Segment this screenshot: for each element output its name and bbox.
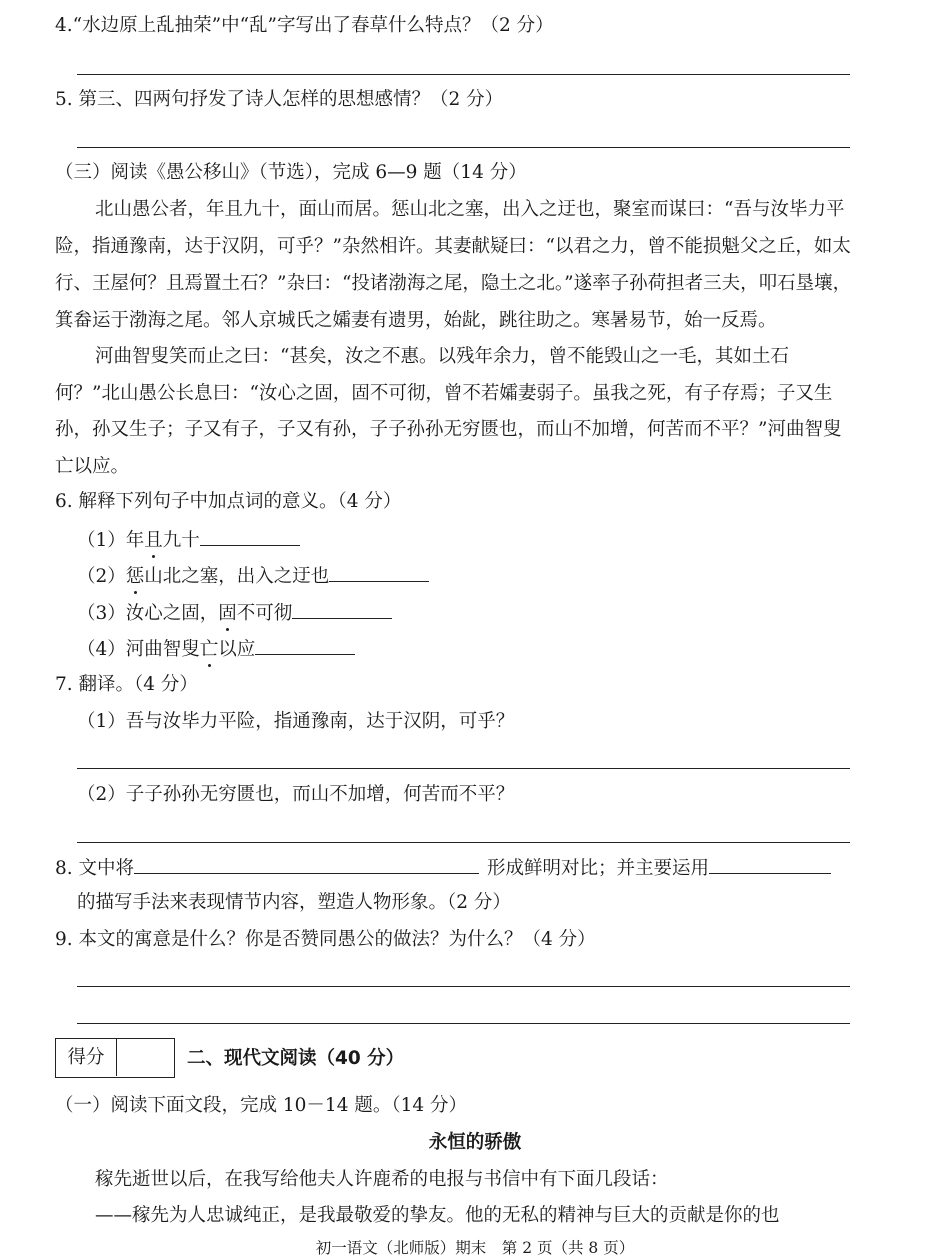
fill-blank[interactable]	[255, 636, 355, 655]
answer-line	[77, 986, 850, 987]
answer-line	[77, 768, 850, 769]
article-line: 稼先逝世以后，在我写给他夫人许鹿希的电报与书信中有下面几段话：	[95, 1169, 669, 1190]
passage-line: 孙，孙又生子；子又有子，子又有孙，子子孙孙无穷匮也，而山不加增，何苦而不平？”河曲智叟	[55, 419, 842, 440]
section-1-heading: （一）阅读下面文段，完成 10－14 题。（14 分）	[55, 1095, 468, 1116]
question-8: 8. 文中将 形成鲜明对比；并主要运用	[55, 855, 950, 881]
dotted-word: 固	[218, 603, 237, 624]
question-7-sentence: （1）吾与汝毕力平险，指通豫南，达于汉阴，可乎？	[77, 711, 515, 732]
section-3-heading: （三）阅读《愚公移山》（节选），完成 6—9 题（14 分）	[55, 162, 527, 183]
question-6: 6. 解释下列句子中加点词的意义。（4 分）	[55, 491, 402, 512]
passage-line: 北山愚公者，年且九十，面山而居。惩山北之塞，出入之迂也，聚室而谋曰：“吾与汝毕力平	[95, 199, 845, 220]
part-2-title: 二、现代文阅读（40 分）	[187, 1048, 405, 1069]
question-5: 5. 第三、四两句抒发了诗人怎样的思想感情？（2 分）	[55, 89, 504, 110]
fill-blank[interactable]	[329, 563, 429, 582]
passage-line: 亡以应。	[55, 456, 130, 477]
passage-line: 行、王屋何？且焉置土石？”杂曰：“投诸渤海之尾，隐土之北。”遂率子孙荷担者三夫，叩石垦壤，	[55, 273, 852, 294]
passage-line: 箕畚运于渤海之尾。邻人京城氏之孀妻有遗男，始龀，跳往助之。寒暑易节，始一反焉。	[55, 310, 777, 331]
page-footer: 初一语文（北师版）期末 第 2 页（共 8 页）	[315, 1239, 635, 1257]
question-6-item: （4）河曲智叟亡以应	[77, 636, 950, 662]
fill-blank[interactable]	[200, 527, 300, 546]
answer-line	[77, 1023, 850, 1024]
answer-line	[77, 74, 850, 75]
dotted-word: 亡	[199, 639, 219, 660]
question-8-continued: 的描写手法来表现情节内容，塑造人物形象。（2 分）	[77, 892, 511, 913]
fill-blank[interactable]	[134, 855, 479, 874]
article-title: 永恒的骄傲	[428, 1132, 522, 1153]
passage-line: 何？”北山愚公长息曰：“汝心之固，固不可彻，曾不若孀妻弱子。虽我之死，有子存焉；子又生	[55, 383, 833, 404]
dotted-word: 且	[144, 530, 163, 551]
question-6-item: （2）惩山北之塞，出入之迂也	[77, 563, 950, 589]
fill-blank[interactable]	[709, 855, 831, 874]
question-6-item: （3）汝心之固，固不可彻	[77, 600, 950, 626]
answer-line	[77, 842, 850, 843]
score-box	[55, 1038, 175, 1078]
dotted-word: 惩	[125, 566, 145, 587]
score-label: 得分	[56, 1039, 117, 1076]
question-7-sentence: （2）子子孙孙无穷匮也，而山不加增，何苦而不平？	[77, 784, 515, 805]
passage-line: 河曲智叟笑而止之曰：“甚矣，汝之不惠。以残年余力，曾不能毁山之一毛，其如土石	[95, 346, 789, 367]
question-9: 9. 本文的寓意是什么？你是否赞同愚公的做法？为什么？（4 分）	[55, 929, 596, 950]
question-6-item: （1）年且九十	[77, 527, 950, 553]
question-7: 7. 翻译。（4 分）	[55, 674, 198, 695]
article-line: ——稼先为人忠诚纯正，是我最敬爱的挚友。他的无私的精神与巨大的贡献是你的也	[95, 1205, 780, 1226]
score-value[interactable]	[117, 1039, 174, 1076]
answer-line	[77, 147, 850, 148]
passage-line: 险，指通豫南，达于汉阴，可乎？”杂然相许。其妻献疑曰：“以君之力，曾不能损魁父之丘，如太	[55, 236, 851, 257]
question-4: 4.“水边原上乱抽荣”中“乱”字写出了春草什么特点？（2 分）	[55, 15, 554, 36]
fill-blank[interactable]	[292, 600, 392, 619]
